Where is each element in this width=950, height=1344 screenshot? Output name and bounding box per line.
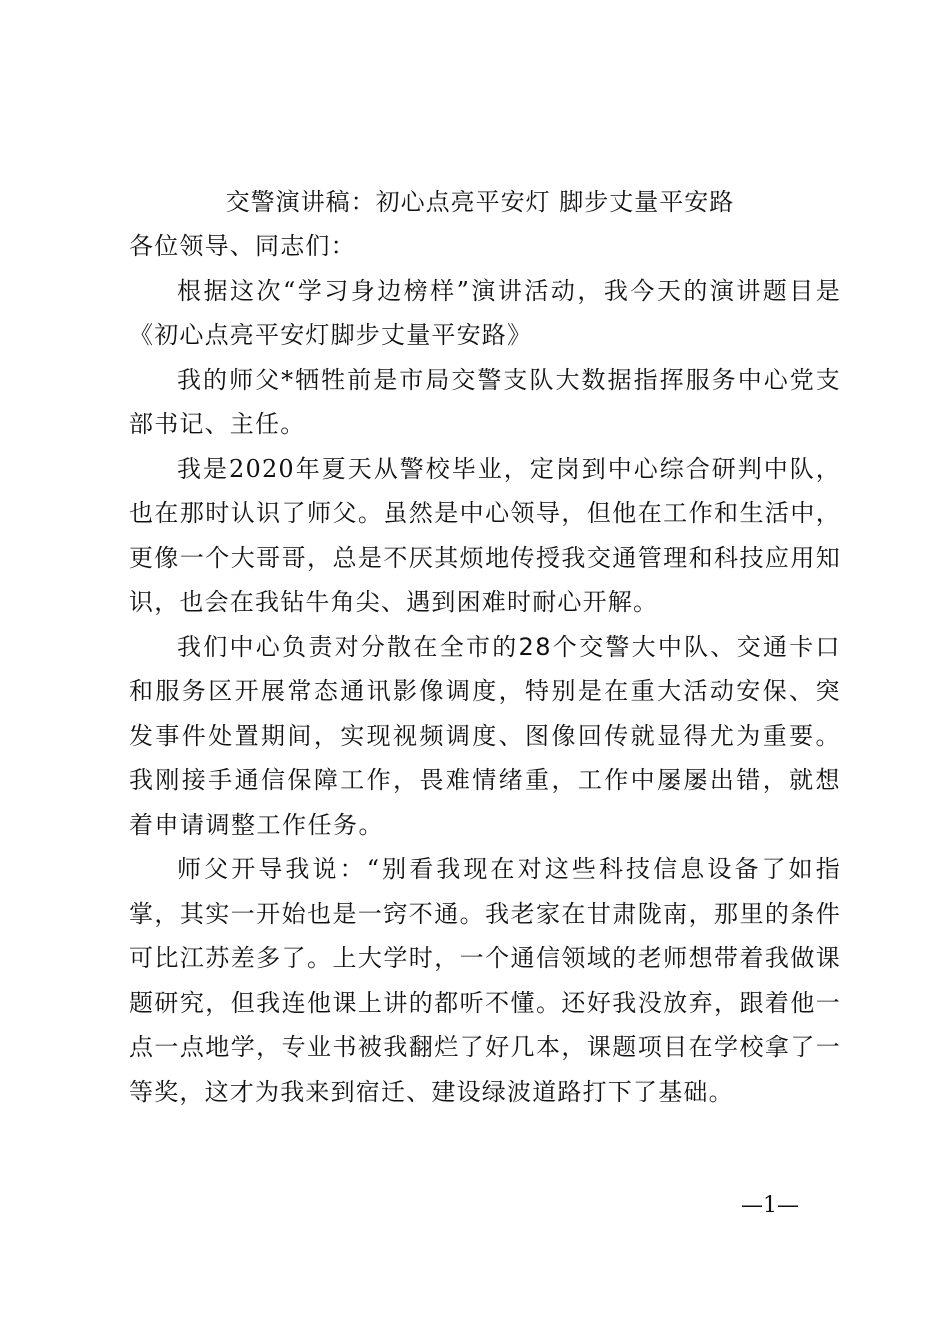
paragraph-4: 我们中心负责对分散在全市的28个交警大中队、交通卡口和服务区开展常态通讯影像调度，特别是在重大活动安保、突发事件处置期间，实现视频调度、图像回传就显得尤为重要。我刚接手通信保障工作，畏难情绪重，工作中屡屡出错，就想着申请调整工作任务。 [129, 632, 841, 839]
salutation: 各位领导、同志们： [129, 232, 356, 260]
document-title: 交警演讲稿：初心点亮平安灯 脚步丈量平安路 [225, 188, 735, 216]
paragraph-3: 我是2020年夏天从警校毕业，定岗到中心综合研判中队，也在那时认识了师父。虽然是中心领导，但他在工作和生活中，更像一个大哥哥，总是不厌其烦地传授我交通管理和科技应用知识，也会在我钻牛角尖、遇到困难时耐心开解。 [129, 454, 841, 616]
document-body [129, 224, 841, 1114]
paragraph-2: 我的师父*牺牲前是市局交警支队大数据指挥服务中心党支部书记、主任。 [129, 365, 841, 438]
page-number: —1— [741, 1193, 799, 1218]
paragraph-5: 师父开导我说：“别看我现在对这些科技信息设备了如指掌，其实一开始也是一窍不通。我老家在甘肃陇南，那里的条件可比江苏差多了。上大学时，一个通信领域的老师想带着我做课题研究，但我连他课上讲的都听不懂。还好我没放弃，跟着他一点一点地学，专业书被我翻烂了好几本，课题项目在学校拿了一等奖，这才为我来到宿迁、建设绿波道路打下了基础。 [129, 855, 841, 1106]
paragraph-1: 根据这次“学习身边榜样”演讲活动，我今天的演讲题目是《初心点亮平安灯脚步丈量平安路》 [129, 276, 841, 349]
